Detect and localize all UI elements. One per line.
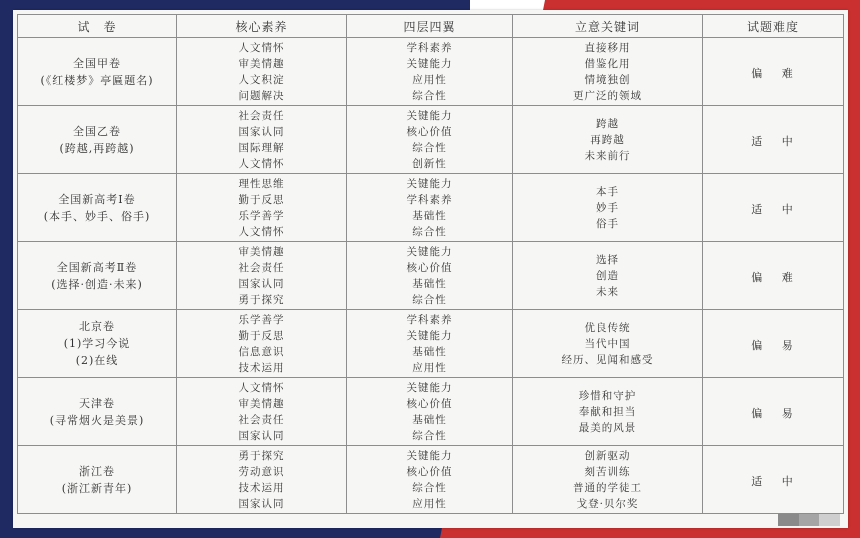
table-row (18, 310, 844, 378)
core-literacy-cell-line: 信息意识 (238, 345, 285, 358)
core-literacy-cell-line: 审美情趣 (238, 57, 285, 70)
table-row (18, 446, 844, 514)
exam-analysis-table (17, 14, 844, 514)
core-literacy-cell-line: 国家认同 (238, 125, 285, 138)
core-literacy-cell-line: 人文积淀 (238, 73, 285, 86)
difficulty-cell (703, 310, 844, 378)
core-literacy-cell-line: 人文情怀 (238, 41, 285, 54)
four-layers-cell-line: 综合性 (412, 141, 447, 154)
keywords-cell (513, 378, 703, 446)
core-literacy-cell-line: 劳动意识 (238, 465, 285, 478)
exam-paper-cell-line: 全国乙卷 (73, 124, 121, 138)
four-layers-cell-line: 学科素养 (406, 313, 453, 326)
exam-paper-cell-line: (选择·创造·未来) (51, 277, 143, 291)
difficulty-cell (703, 242, 844, 310)
slide-control-bar[interactable] (778, 514, 840, 526)
table-body (18, 38, 844, 514)
difficulty-label: 偏 易 (751, 339, 801, 352)
keywords-cell (513, 446, 703, 514)
keywords-cell-line: 本手 (596, 185, 619, 198)
keywords-cell-line: 选择 (596, 253, 619, 266)
difficulty-cell (703, 378, 844, 446)
core-literacy-cell-line: 人文情怀 (238, 225, 285, 238)
core-literacy-cell (177, 310, 347, 378)
core-literacy-cell-line: 乐学善学 (238, 209, 285, 222)
core-literacy-cell-line: 技术运用 (238, 481, 285, 494)
core-literacy-cell-line: 人文情怀 (238, 381, 285, 394)
exam-paper-cell-line: (1)学习今说 (63, 337, 131, 350)
table-row (18, 174, 844, 242)
table-header-row (18, 15, 844, 38)
core-literacy-cell-line: 勇于探究 (238, 449, 285, 462)
keywords-cell-line: 当代中国 (584, 337, 631, 350)
exam-paper-cell-line: 北京卷 (79, 320, 115, 333)
exam-paper-cell (18, 446, 177, 514)
difficulty-label: 偏 难 (751, 67, 801, 80)
keywords-cell (513, 310, 703, 378)
core-literacy-cell-line: 理性思维 (238, 177, 285, 190)
four-layers-cell-line: 综合性 (412, 293, 447, 306)
core-literacy-cell-line: 勤于反思 (238, 193, 285, 206)
control-segment[interactable] (819, 514, 840, 526)
keywords-cell-line: 未来 (596, 285, 619, 298)
difficulty-cell (703, 446, 844, 514)
core-literacy-cell-line: 勇于探究 (238, 293, 285, 306)
keywords-cell (513, 38, 703, 106)
keywords-cell (513, 174, 703, 242)
core-literacy-cell-line: 问题解决 (238, 89, 285, 102)
keywords-cell (513, 242, 703, 310)
four-layers-cell-line: 关键能力 (406, 177, 453, 190)
four-layers-cell-line: 综合性 (412, 89, 447, 102)
keywords-cell-line: 俗手 (596, 217, 619, 230)
four-layers-cell-line: 创新性 (412, 157, 447, 170)
four-layers-cell (347, 106, 513, 174)
difficulty-label: 偏 难 (751, 271, 801, 284)
core-literacy-cell-line: 人文情怀 (238, 157, 285, 170)
keywords-cell-line: 创造 (596, 269, 619, 282)
difficulty-label: 偏 易 (751, 407, 801, 420)
keywords-cell-line: 刻苦训练 (584, 465, 631, 478)
table-row (18, 106, 844, 174)
exam-paper-cell-line: 全国新高考Ⅱ卷 (56, 260, 138, 274)
four-layers-cell (347, 38, 513, 106)
core-literacy-cell-line: 审美情趣 (238, 245, 285, 258)
core-literacy-cell-line: 乐学善学 (238, 313, 285, 326)
core-literacy-cell-line: 国家认同 (238, 429, 285, 442)
exam-paper-cell-line: (《红楼梦》亭匾题名) (40, 73, 154, 87)
core-literacy-cell-line: 勤于反思 (238, 329, 285, 342)
exam-paper-cell-line: (跨越,再跨越) (59, 141, 135, 155)
difficulty-cell (703, 174, 844, 242)
core-literacy-cell (177, 378, 347, 446)
keywords-cell-line: 创新驱动 (584, 449, 631, 462)
keywords-cell-line: 妙手 (596, 201, 619, 214)
four-layers-cell-line: 应用性 (412, 361, 447, 374)
four-layers-cell-line: 核心价值 (406, 397, 453, 410)
core-literacy-cell-line: 国家认同 (238, 277, 285, 290)
exam-paper-cell-line: (本手、妙手、俗手) (43, 209, 151, 223)
column-header: 核心素养 (177, 15, 347, 38)
four-layers-cell-line: 关键能力 (406, 329, 453, 342)
keywords-cell-line: 普通的学徒工 (573, 481, 642, 494)
document-sheet (13, 10, 848, 528)
difficulty-label: 适 中 (751, 135, 801, 148)
exam-paper-cell-line: (寻常烟火是美景) (49, 413, 145, 427)
core-literacy-cell (177, 174, 347, 242)
four-layers-cell (347, 446, 513, 514)
column-header: 立意关键词 (513, 15, 703, 38)
keywords-cell-line: 直接移用 (584, 41, 631, 54)
keywords-cell-line: 跨越 (596, 117, 619, 130)
keywords-cell (513, 106, 703, 174)
exam-paper-cell (18, 38, 177, 106)
four-layers-cell (347, 174, 513, 242)
exam-paper-cell (18, 106, 177, 174)
core-literacy-cell-line: 社会责任 (238, 413, 285, 426)
exam-paper-cell-line: 浙江卷 (79, 464, 115, 478)
core-literacy-cell-line: 社会责任 (238, 261, 285, 274)
core-literacy-cell-line: 国家认同 (238, 497, 285, 510)
exam-paper-cell (18, 242, 177, 310)
core-literacy-cell-line: 审美情趣 (238, 397, 285, 410)
exam-paper-cell-line: (浙江新青年) (61, 481, 133, 495)
four-layers-cell-line: 基础性 (412, 277, 447, 290)
keywords-cell-line: 优良传统 (584, 321, 631, 334)
difficulty-cell (703, 106, 844, 174)
four-layers-cell-line: 应用性 (412, 73, 447, 86)
difficulty-cell (703, 38, 844, 106)
core-literacy-cell (177, 38, 347, 106)
keywords-cell-line: 更广泛的领域 (573, 89, 642, 102)
four-layers-cell-line: 关键能力 (406, 245, 453, 258)
column-header: 试题难度 (703, 15, 844, 38)
column-header: 试 卷 (18, 15, 177, 38)
difficulty-label: 适 中 (751, 475, 801, 488)
four-layers-cell-line: 学科素养 (406, 193, 453, 206)
four-layers-cell-line: 综合性 (412, 481, 447, 494)
control-segment[interactable] (778, 514, 799, 526)
keywords-cell-line: 珍惜和守护 (578, 389, 637, 402)
four-layers-cell-line: 关键能力 (406, 381, 453, 394)
exam-paper-cell (18, 174, 177, 242)
keywords-cell-line: 奉献和担当 (578, 405, 637, 418)
core-literacy-cell-line: 国际理解 (238, 141, 285, 154)
four-layers-cell-line: 核心价值 (406, 125, 453, 138)
four-layers-cell (347, 378, 513, 446)
keywords-cell-line: 经历、见闻和感受 (561, 353, 654, 366)
keywords-cell-line: 最美的风景 (578, 421, 637, 434)
exam-paper-cell-line: 全国甲卷 (73, 56, 121, 70)
four-layers-cell (347, 310, 513, 378)
core-literacy-cell-line: 技术运用 (238, 361, 285, 374)
four-layers-cell-line: 核心价值 (406, 261, 453, 274)
four-layers-cell-line: 综合性 (412, 225, 447, 238)
four-layers-cell-line: 关键能力 (406, 109, 453, 122)
four-layers-cell-line: 基础性 (412, 209, 447, 222)
four-layers-cell-line: 综合性 (412, 429, 447, 442)
four-layers-cell-line: 应用性 (412, 497, 447, 510)
exam-paper-cell-line: (2)在线 (75, 354, 119, 367)
column-header: 四层四翼 (347, 15, 513, 38)
keywords-cell-line: 借鉴化用 (584, 57, 631, 70)
keywords-cell-line: 未来前行 (584, 149, 631, 162)
table-row (18, 242, 844, 310)
exam-paper-cell (18, 310, 177, 378)
table-row (18, 38, 844, 106)
four-layers-cell-line: 学科素养 (406, 41, 453, 54)
keywords-cell-line: 再跨越 (590, 133, 625, 146)
exam-paper-cell-line: 天津卷 (79, 396, 115, 410)
four-layers-cell-line: 基础性 (412, 345, 447, 358)
four-layers-cell-line: 关键能力 (406, 449, 453, 462)
four-layers-cell-line: 基础性 (412, 413, 447, 426)
four-layers-cell (347, 242, 513, 310)
exam-paper-cell-line: 全国新高考Ⅰ卷 (58, 192, 136, 206)
core-literacy-cell (177, 446, 347, 514)
four-layers-cell-line: 核心价值 (406, 465, 453, 478)
core-literacy-cell (177, 106, 347, 174)
core-literacy-cell (177, 242, 347, 310)
keywords-cell-line: 戈登·贝尔奖 (576, 497, 639, 510)
table-row (18, 378, 844, 446)
control-segment[interactable] (799, 514, 820, 526)
core-literacy-cell-line: 社会责任 (238, 109, 285, 122)
exam-paper-cell (18, 378, 177, 446)
keywords-cell-line: 情境独创 (584, 73, 631, 86)
difficulty-label: 适 中 (751, 203, 801, 216)
four-layers-cell-line: 关键能力 (406, 57, 453, 70)
